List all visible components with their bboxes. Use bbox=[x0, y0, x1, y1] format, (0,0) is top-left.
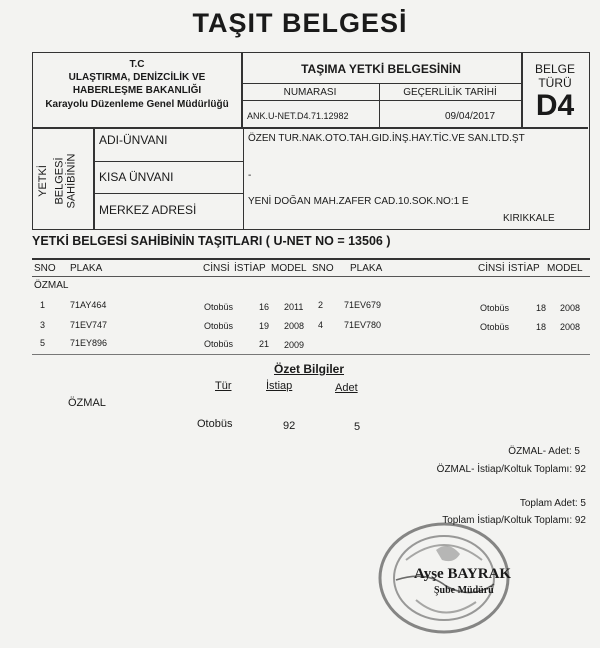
type-label: BELGE TÜRÜ bbox=[534, 62, 576, 90]
authority-line2: ULAŞTIRMA, DENİZCİLİK VE bbox=[68, 72, 206, 83]
col-model-left: MODEL bbox=[271, 263, 307, 274]
document-title: TAŞIT BELGESİ bbox=[192, 8, 408, 38]
row-sno: 2 bbox=[318, 300, 324, 310]
summary-col-istiap: İstiap bbox=[266, 380, 293, 392]
row-cins: Otobüs bbox=[204, 339, 234, 349]
col-cins-right: CİNSİ bbox=[478, 263, 505, 274]
field-label-address: MERKEZ ADRESİ bbox=[99, 203, 197, 217]
col-cins-left: CİNSİ bbox=[203, 263, 230, 274]
row-istiap: 16 bbox=[259, 302, 270, 312]
vehicles-title: YETKİ BELGESİ SAHİBİNİN TAŞITLARI ( U-NET NO = 13506 ) bbox=[32, 234, 391, 248]
number-value: ANK.U-NET.D4.71.12982 bbox=[247, 111, 349, 121]
row-plaka: 71EV679 bbox=[344, 300, 382, 310]
col-sno-left: SNO bbox=[34, 263, 56, 274]
row-istiap: 18 bbox=[536, 303, 547, 313]
summary-group: ÖZMAL bbox=[68, 397, 106, 409]
row-sno: 1 bbox=[40, 300, 46, 310]
signature-name: Ayşe BAYRAK bbox=[414, 566, 512, 582]
row-cins: Otobüs bbox=[480, 322, 510, 332]
total-ozmal-adet: ÖZMAL- Adet: 5 bbox=[508, 446, 580, 457]
row-cins: Otobüs bbox=[204, 302, 234, 312]
validity-value: 09/04/2017 bbox=[445, 111, 496, 122]
row-plaka: 71AY464 bbox=[70, 300, 107, 310]
col-sno-right: SNO bbox=[312, 263, 334, 274]
row-istiap: 19 bbox=[259, 321, 270, 331]
summary-tur: Otobüs bbox=[197, 418, 233, 430]
authority-line4: Karayolu Düzenleme Genel Müdürlüğü bbox=[45, 99, 229, 110]
row-sno: 3 bbox=[40, 320, 46, 330]
col-istiap-right: İSTİAP bbox=[508, 263, 540, 274]
total-toplam-adet: Toplam Adet: 5 bbox=[519, 498, 586, 509]
holder-vertical-3: SAHİBİNİN bbox=[65, 153, 78, 209]
row-model: 2008 bbox=[560, 303, 581, 313]
field-value-name: ÖZEN TUR.NAK.OTO.TAH.GID.İNŞ.HAY.TİC.VE SAN.LTD.ŞT bbox=[248, 133, 525, 144]
field-value-city: KIRIKKALE bbox=[503, 213, 555, 224]
row-model: 2011 bbox=[284, 302, 304, 312]
row-cins: Otobüs bbox=[480, 303, 510, 313]
type-value: D4 bbox=[535, 89, 575, 122]
total-toplam-istiap: Toplam İstiap/Koltuk Toplamı: 92 bbox=[442, 515, 586, 526]
number-label: NUMARASI bbox=[283, 87, 337, 98]
field-label-name: ADI-ÜNVANI bbox=[99, 133, 168, 147]
row-cins: Otobüs bbox=[204, 321, 234, 331]
header-box bbox=[32, 52, 590, 230]
authority-line3: HABERLEŞME BAKANLIĞI bbox=[72, 85, 202, 96]
field-value-short: - bbox=[248, 170, 252, 181]
holder-vertical-1: YETKİ bbox=[36, 165, 49, 197]
field-value-address: YENİ DOĞAN MAH.ZAFER CAD.10.SOK.NO:1 E bbox=[248, 196, 469, 207]
summary-adet: 5 bbox=[354, 421, 361, 433]
row-istiap: 18 bbox=[536, 322, 547, 332]
group-label: ÖZMAL bbox=[34, 280, 69, 291]
validity-label: GEÇERLİLİK TARİHİ bbox=[403, 87, 497, 98]
row-model: 2008 bbox=[284, 321, 305, 331]
row-plaka: 71EV780 bbox=[344, 320, 382, 330]
field-label-short: KISA ÜNVANI bbox=[99, 170, 174, 184]
row-sno: 4 bbox=[318, 320, 324, 330]
row-plaka: 71EY896 bbox=[70, 338, 108, 348]
summary-istiap: 92 bbox=[283, 420, 296, 432]
total-ozmal-istiap: ÖZMAL- İstiap/Koltuk Toplamı: 92 bbox=[436, 464, 586, 475]
col-plaka-left: PLAKA bbox=[70, 263, 103, 274]
row-model: 2008 bbox=[560, 322, 581, 332]
holder-vertical-2: BELGESİ bbox=[53, 157, 66, 205]
holder-vertical-label bbox=[35, 131, 95, 231]
signature-title: Şube Müdürü bbox=[434, 585, 494, 596]
summary-col-adet: Adet bbox=[335, 382, 358, 394]
summary-title: Özet Bilgiler bbox=[274, 362, 345, 376]
col-plaka-right: PLAKA bbox=[350, 263, 383, 274]
row-sno: 5 bbox=[40, 338, 46, 348]
row-model: 2009 bbox=[284, 340, 305, 350]
summary-col-tur: Tür bbox=[215, 380, 232, 392]
col-model-right: MODEL bbox=[547, 263, 583, 274]
certificate-header: TAŞIMA YETKİ BELGESİNİN bbox=[301, 62, 461, 76]
col-istiap-left: İSTİAP bbox=[234, 263, 266, 274]
row-istiap: 21 bbox=[259, 339, 270, 349]
row-plaka: 71EV747 bbox=[70, 320, 108, 330]
authority-line1: T.C bbox=[129, 59, 145, 70]
